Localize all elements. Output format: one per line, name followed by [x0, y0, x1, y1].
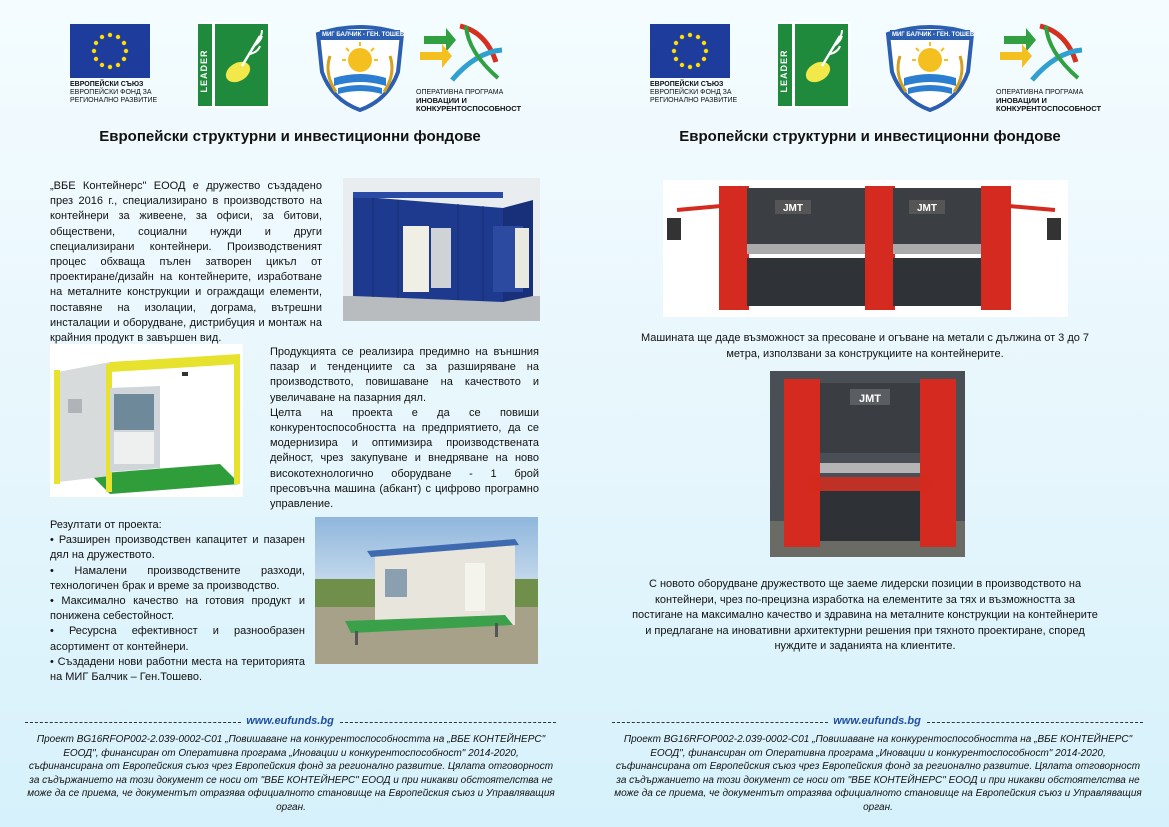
op-caption-line1: ОПЕРАТИВНА ПРОГРАМА: [996, 89, 1084, 96]
mig-label: МИГ БАЛЧИК - ГЕН. ТОШЕВО: [892, 32, 979, 38]
eu-caption-line1: ЕВРОПЕЙСКИ СЪЮЗ: [650, 81, 724, 88]
result-item: • Разширен производствен капацитет и пазарен дял на дружеството.: [50, 534, 305, 562]
eu-caption-line3: РЕГИОНАЛНО РАЗВИТИЕ: [650, 97, 738, 104]
machine-caption: Машината ще даде възможност за пресоване и огъване на метали с дължина от 3 до 7 метра, използвани за конструкциите на контейнерите.: [640, 332, 1090, 360]
footer-text-left: Проект BG16RFOP002-2.039-0002-C01 „Повишаване на конкурентоспособността на „ВБЕ КОНТЕЙНЕРС" ЕООД", финансиран от Оперативна програма „Иновации и конкурентоспособност" 2014-2020, съфинансирана от Европейския съюз чрез Европейския фонд за регионално развитие. Цялата отговорност за съдържанието на този документ се носи от "ВБЕ КОНТЕЙНЕРС" ЕООД и при никакви обстоятелства не може да се приема, че документът отразява официалното становище на Европейския съюз и Управляващия орган.: [27, 734, 555, 813]
mig-logo-right: [882, 20, 978, 117]
market-text: Продукцията се реализира предимно на външния пазар и тенденциите са за разширяване на производството, повишаване на качеството и увеличаване на пазарния дял.: [270, 346, 539, 404]
op-logo-right: [996, 22, 1101, 113]
intro-paragraph: [50, 179, 322, 346]
page-title-left: Европейски структурни и инвестиционни фондове: [99, 128, 481, 145]
results-list: [50, 518, 305, 685]
mig-label: МИГ БАЛЧИК - ГЕН. ТОШЕВО: [322, 32, 409, 38]
brand-label: JMT: [783, 203, 803, 214]
op-caption-line2: ИНОВАЦИИ И: [416, 96, 467, 105]
mig-logo: [312, 20, 408, 117]
op-caption-line1: ОПЕРАТИВНА ПРОГРАМА: [416, 89, 504, 96]
result-item: • Намалени производствените разходи, технологичен брак и време за производство.: [50, 564, 305, 592]
yellow-container-photo: [50, 344, 243, 497]
op-logo: [416, 22, 521, 113]
field-container-photo: [315, 517, 538, 664]
intro-text: „ВБЕ Контейнерс" ЕООД е дружество създадено през 2016 г., специализирано в производството на контейнери за живеене, за офиси, за битови, обществени, социални нужди и други специализирани контейнери. Производственият процес обхваща пълен затворен цикъл от проектиране/дизайн на контейнерите, изработване на металните конструкции и ограждащи елементи, поставяне на изолации, дограма, вътрешни инсталации и оборудване, дистрибуция и монтаж на крайния продукт в завършен вид.: [50, 180, 322, 345]
footer-url-left: www.eufunds.bg: [246, 715, 334, 727]
market-goal-paragraph: [270, 345, 539, 512]
brand-label: JMT: [917, 203, 937, 214]
results-title: Резултати от проекта:: [50, 519, 162, 531]
op-innovation-icon: [996, 22, 1086, 84]
op-caption-line2: ИНОВАЦИИ И: [996, 96, 1047, 105]
eu-caption-line2: ЕВРОПЕЙСКИ ФОНД ЗА: [650, 89, 732, 96]
leader-logo-right: [778, 22, 850, 113]
closing-paragraph: С новото оборудване дружеството ще заеме лидерски позиции в производството на контейнери, чрез по-прецизна изработка на елементите за тях и възможността за постигане на максимално качество и здравина на металните конструкции на контейнерите и предлагане на иновативни архитектурни решения при тяхното проектиране, според нуждите и заданията на клиентите.: [632, 578, 1098, 652]
footer-divider-right-b: [927, 722, 1143, 723]
footer-divider-right-a: [612, 722, 828, 723]
op-caption-line3: КОНКУРЕНТОСПОСОБНОСТ: [416, 104, 522, 113]
result-item: • Ресурсна ефективност и разнообразен асортимент от контейнери.: [50, 625, 305, 653]
brand-label: JMT: [859, 393, 881, 405]
eu-caption-line1: ЕВРОПЕЙСКИ СЪЮЗ: [70, 81, 144, 88]
op-caption-line3: КОНКУРЕНТОСПОСОБНОСТ: [996, 104, 1102, 113]
eu-caption-line3: РЕГИОНАЛНО РАЗВИТИЕ: [70, 97, 158, 104]
leader-logo: [198, 22, 270, 113]
press-brake-double-photo: [663, 180, 1068, 317]
goal-text: Целта на проекта е да се повиши конкурентоспособността на предприятието, да се модернизира и оптимизира производствената дейност, чрез закупуване и внедряване на ново високотехнологично оборудване - 1 брой пресовъчна машина (абкант) с цифрово програмно управление.: [270, 406, 539, 511]
press-brake-single-photo: [770, 371, 965, 557]
eu-caption-line2: ЕВРОПЕЙСКИ ФОНД ЗА: [70, 89, 152, 96]
leader-label: LEADER: [779, 49, 789, 93]
blue-container-photo: [343, 178, 540, 321]
op-innovation-icon: [416, 22, 506, 84]
footer-text-right: Проект BG16RFOP002-2.039-0002-C01 „Повишаване на конкурентоспособността на „ВБЕ КОНТЕЙНЕРС" ЕООД", финансиран от Оперативна програма „Иновации и конкурентоспособност" 2014-2020, съфинансирана от Европейския съюз чрез Европейския фонд за регионално развитие. Цялата отговорност за съдържанието на този документ се носи от "ВБЕ КОНТЕЙНЕРС" ЕООД и при никакви обстоятелства не може да се приема, че документът отразява официалното становище на Европейския съюз и Управляващия орган.: [614, 734, 1142, 813]
eu-flag-icon: [650, 24, 730, 78]
eu-flag-icon: [70, 24, 150, 78]
leader-label: LEADER: [199, 49, 209, 93]
footer-url-right: www.eufunds.bg: [833, 715, 921, 727]
page-title-right: Европейски структурни и инвестиционни фондове: [679, 128, 1061, 145]
eu-logo: [70, 24, 157, 105]
footer-divider-left-a: [25, 722, 241, 723]
footer-divider-left-b: [340, 722, 556, 723]
eu-logo-right: [650, 24, 737, 105]
result-item: • Създадени нови работни места на територията на МИГ Балчик – Ген.Тошево.: [50, 655, 305, 684]
result-item: • Максимално качество на готовия продукт и понижена себестойност.: [50, 595, 305, 623]
